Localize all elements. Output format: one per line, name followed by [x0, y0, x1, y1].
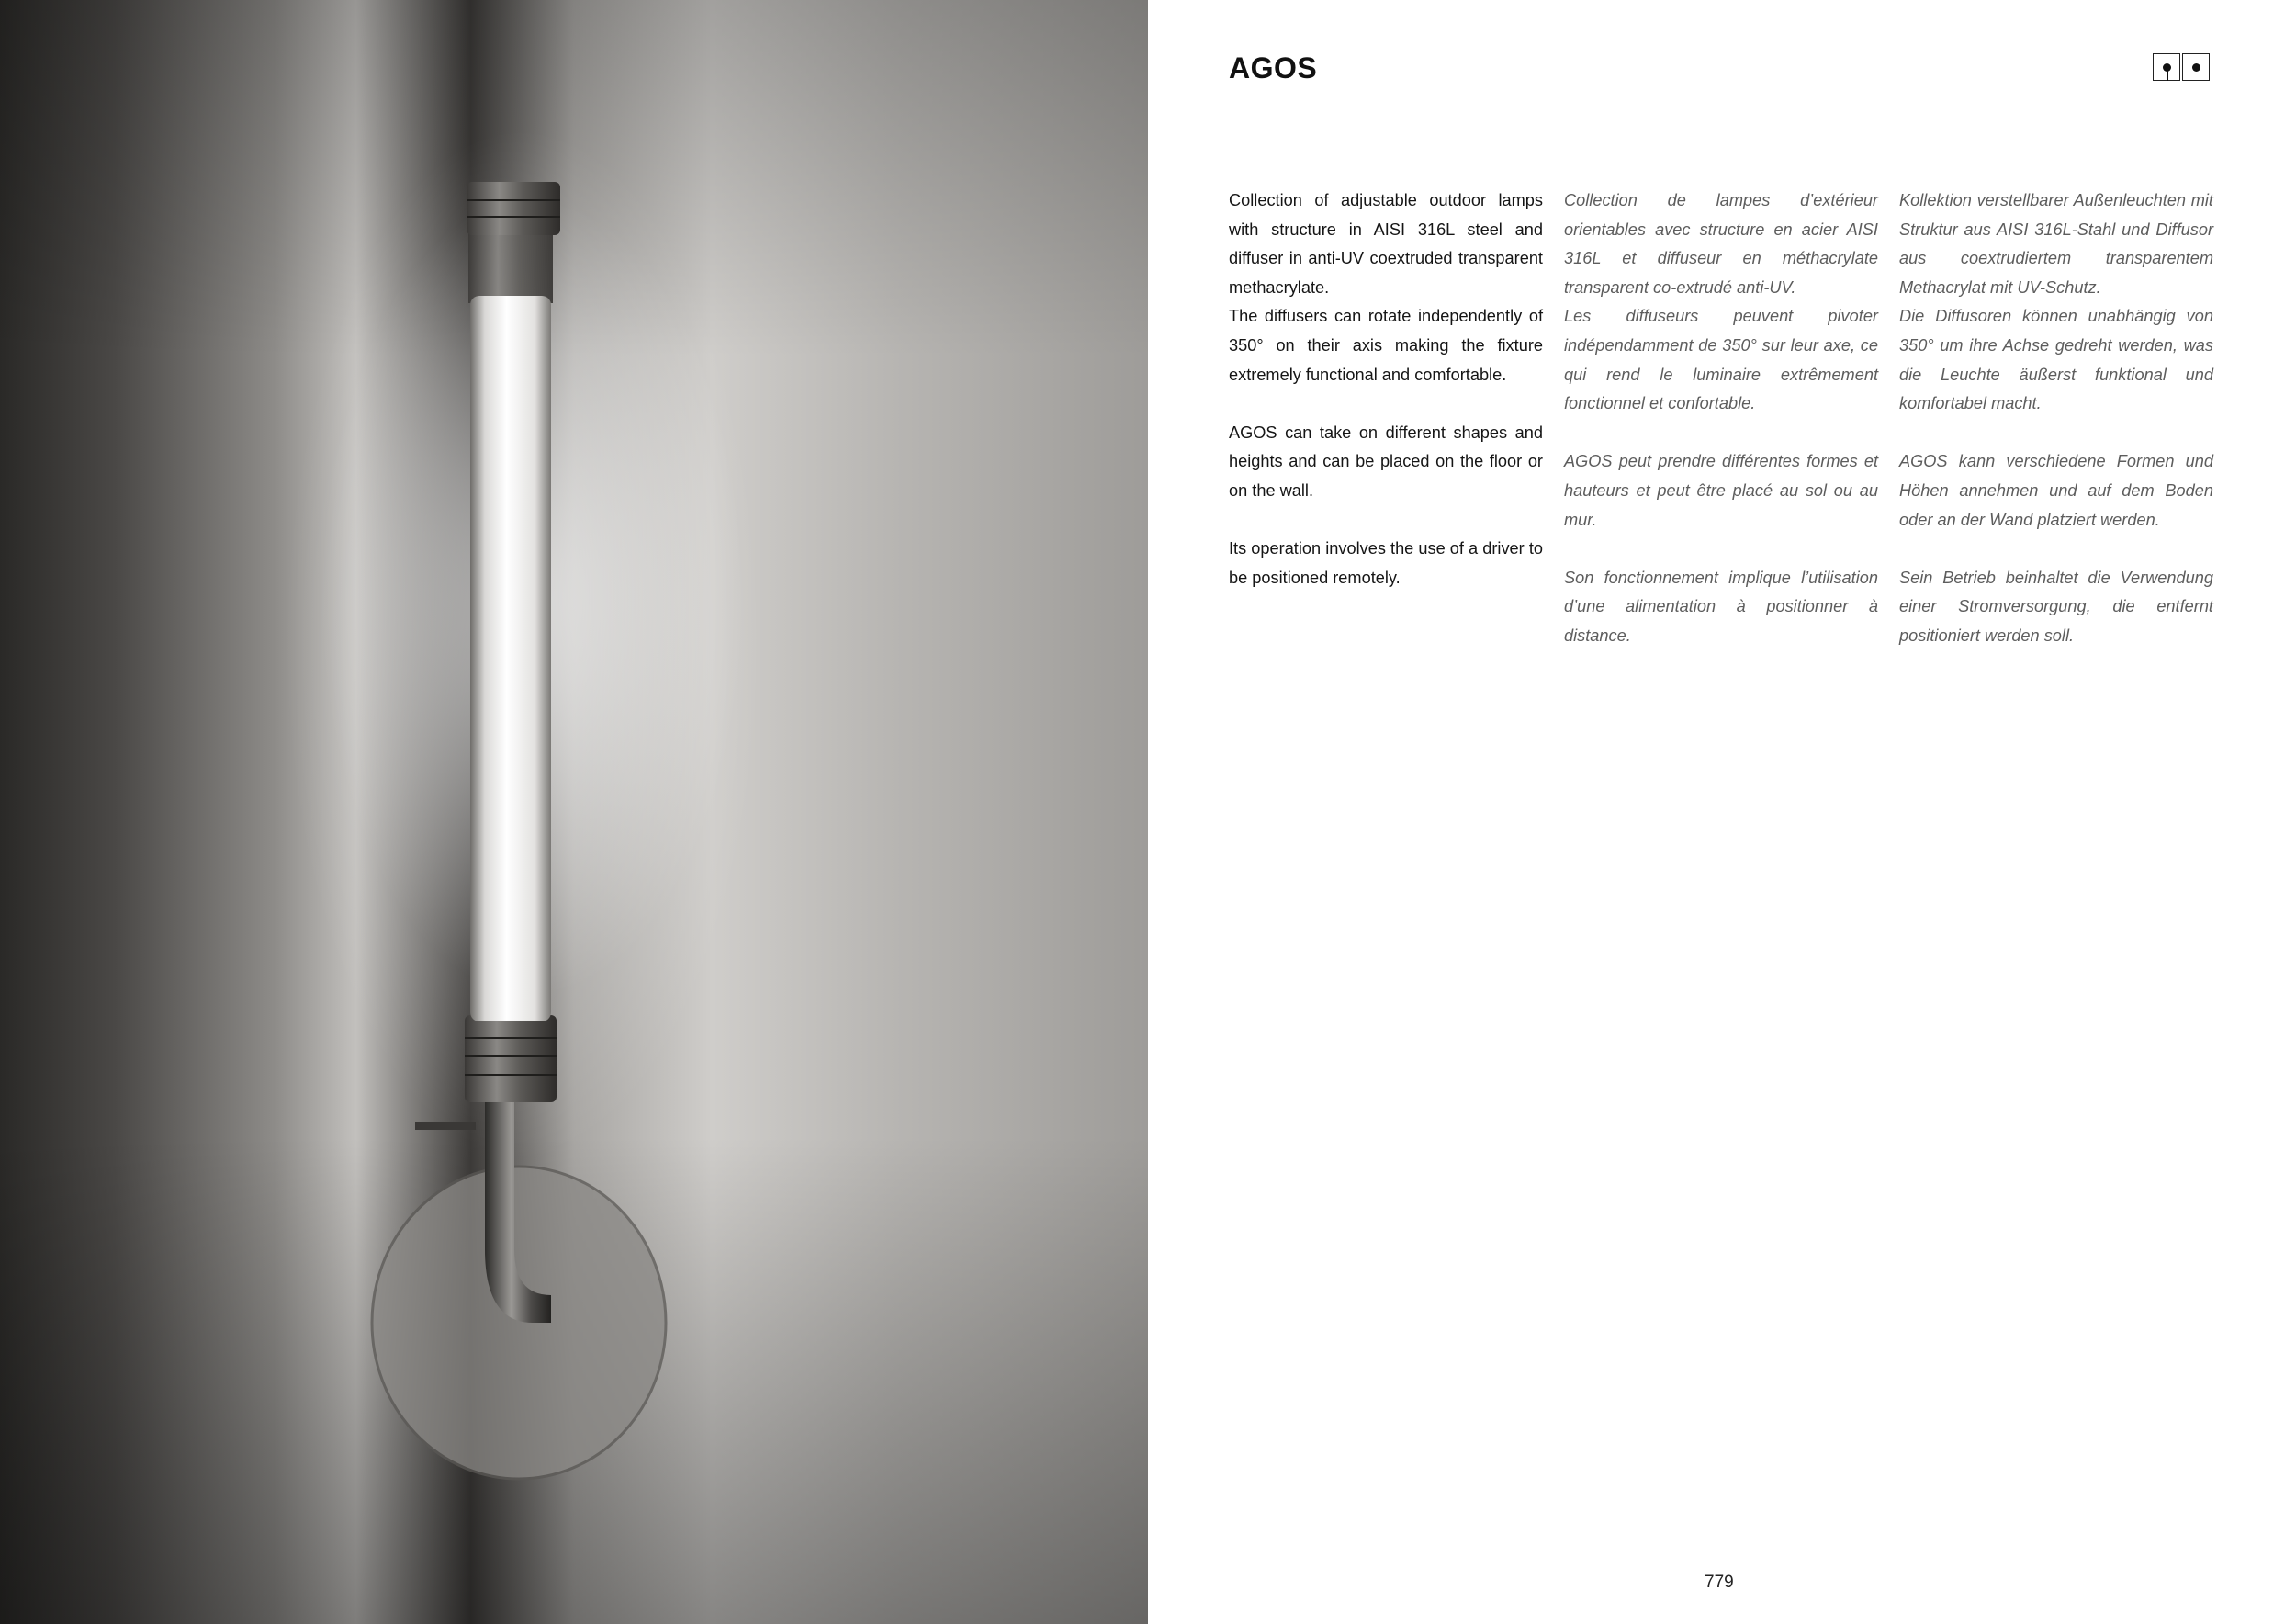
description-fr — [1564, 186, 1878, 651]
description-de-paragraph: Sein Betrieb beinhaltet die Verwendung einer Stromversorgung, die entfernt positioniert werden soll. — [1899, 568, 2213, 645]
description-en-paragraph — [1229, 186, 1543, 389]
description-de-text: Die Diffusoren können unabhängig von 350° um ihre Achse gedreht werden, was die Leuchte äußerst funktional und komfortabel macht. — [1899, 307, 2213, 413]
description-en-paragraph: Its operation involves the use of a driver to be positioned remotely. — [1229, 539, 1543, 587]
page-number: 779 — [1705, 1573, 1734, 1592]
description-en-paragraph: AGOS can take on different shapes and heights and can be placed on the floor or on the wall. — [1229, 423, 1543, 500]
description-de-text: Kollektion verstellbarer Außenleuchten mit Struktur aus AISI 316L-Stahl und Diffusor aus coextrudiertem transparentem Methacrylat mit UV-Schutz. — [1899, 191, 2213, 297]
floor-mount-icon — [2182, 53, 2210, 81]
installation-badges — [2153, 53, 2210, 81]
description-de-paragraph: AGOS kann verschiedene Formen und Höhen annehmen und auf dem Boden oder an der Wand platziert werden. — [1899, 452, 2213, 529]
description-fr-paragraph: Son fonctionnement implique l’utilisation d’une alimentation à positionner à distance. — [1564, 568, 1878, 645]
description-fr-paragraph — [1564, 186, 1878, 419]
wall-mount-icon — [2153, 53, 2180, 81]
description-fr-text: Collection de lampes d’extérieur orientables avec structure en acier AISI 316L et diffuseur en méthacrylate transparent co-extrudé anti-UV. — [1564, 191, 1878, 297]
description-en — [1229, 186, 1543, 592]
description-en-text: Collection of adjustable outdoor lamps with structure in AISI 316L steel and diffuser in anti-UV coextruded transparent methacrylate. — [1229, 191, 1543, 297]
description-de — [1899, 186, 2213, 651]
description-fr-text: Les diffuseurs peuvent pivoter indépendamment de 350° sur leur axe, ce qui rend le luminaire extrêmement fonctionnel et confortable. — [1564, 307, 1878, 413]
page-title: AGOS — [1229, 51, 1318, 85]
description-fr-paragraph: AGOS peut prendre différentes formes et hauteurs et peut être placé au sol ou au mur. — [1564, 452, 1878, 529]
description-de-paragraph — [1899, 186, 2213, 419]
description-en-text: The diffusers can rotate independently of 350° on their axis making the fixture extremely functional and comfortable. — [1229, 307, 1543, 384]
